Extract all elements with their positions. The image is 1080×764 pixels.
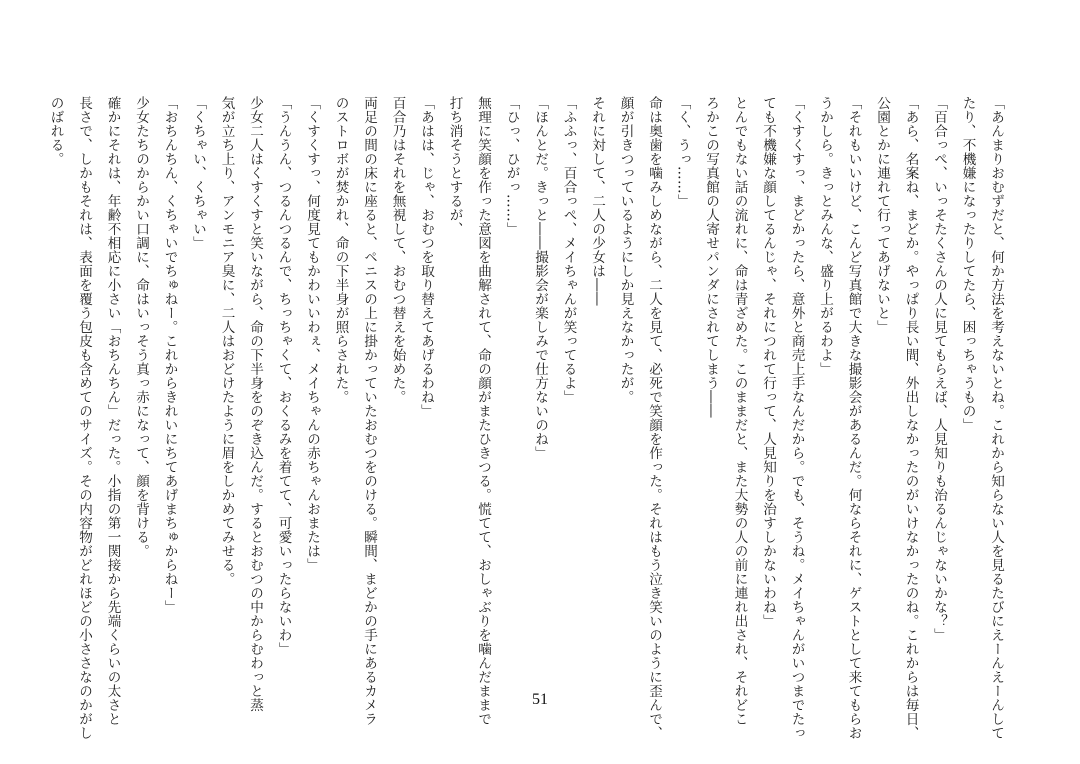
text-line: 長さで、しかもそれは、表面を覆う包皮も含めてのサイズ。その内容物がどれほどの小ささなのかがし bbox=[76, 96, 92, 740]
text-line: のばれる。 bbox=[47, 96, 64, 166]
text-line: 命は奥歯を噛みしめながら、二人を見て、必死で笑顔を作った。それはもう泣き笑いのように歪んで、 bbox=[646, 96, 662, 740]
text-line: 「あはは、じゃ、おむつを取り替えてあげるわね」 bbox=[418, 96, 434, 418]
text-line: たり、不機嫌になったりしてたら、困っちゃうもの」 bbox=[959, 96, 976, 432]
text-line: 「ひっ、ひがっ……」 bbox=[503, 96, 520, 236]
text-line: 「それもいいけど、こんど写真館で大きな撮影会があるんだ。何ならそれに、ゲストとして来てもらお bbox=[845, 96, 862, 740]
text-line: 「おちんちん、くちゃいでちゅねー。これからきれいにちてあげまちゅからねー」 bbox=[161, 96, 178, 614]
text-line: それに対して、二人の少女は―― bbox=[589, 96, 605, 306]
text-line: 「くちゃい、くちゃい」 bbox=[190, 96, 206, 250]
text-line: 「くすくすっ、何度見てもかわいいわぇ、メイちゃんの赤ちゃんおまたは」 bbox=[304, 96, 320, 572]
text-line: 「ほんとだ。きっと――撮影会が楽しみで仕方ないのね」 bbox=[532, 96, 548, 460]
text-line: 公園とかに連れて行ってあげないと」 bbox=[874, 96, 890, 334]
text-line: 顔が引きつっているようにしか見えなかったが。 bbox=[617, 96, 634, 404]
page-number: 51 bbox=[532, 691, 548, 708]
text-line: 確かにそれは、年齢不相応に小さい「おちんちん」だった。小指の第一関接から先端くらいの太さと bbox=[104, 96, 121, 726]
text-line: 「百合っぺ、いっそたくさんの人に見てもらえば、人見知りも治るんじゃないかな？」 bbox=[931, 96, 947, 642]
text-line: のストロボが焚かれ、命の下半身が照らされた。 bbox=[332, 96, 349, 404]
text-line: 少女二人はくすくすと笑いながら、命の下半身をのぞき込んだ。するとおむつの中からむわっと蒸 bbox=[247, 96, 263, 712]
text-line: 気が立ち上り、アンモニア臭に、二人はおどけたように眉をしかめてみせる。 bbox=[218, 96, 235, 586]
text-line: 「ふふっ、百合っぺ、メイちゃんが笑ってるよ」 bbox=[560, 96, 577, 404]
text-line: 打ち消そうとするが、 bbox=[446, 96, 463, 236]
text-line: 百合乃はそれを無視して、おむつ替えを始めた。 bbox=[389, 96, 406, 404]
text-line: 「うんうん、つるんつるんで、ちっちゃくて、おくるみを着てて、可愛いったらないわ」 bbox=[275, 96, 292, 656]
text-line: とんでもない話の流れに、命は青ざめた。このままだと、また大勢の人の前に連れ出され、それどこ bbox=[731, 96, 748, 726]
text-line: ても不機嫌な顔してるんじゃ、それにつれて行って、人見知りを治すしかないわね」 bbox=[760, 96, 776, 628]
text-line: ろかこの写真館の人寄せパンダにされてしまう―― bbox=[703, 96, 719, 418]
text-line: 「くすくすっ、まどかったら、意外と商売上手なんだから。でも、そうね。メイちゃんがいつまでたっ bbox=[788, 96, 805, 740]
text-line: 少女たちのからかい口調に、命はいっそう真っ赤になって、顔を背ける。 bbox=[133, 96, 149, 558]
text-line: 「あんまりおむずだと、何か方法を考えないとね。これから知らない人を見るたびにえーんえーんして bbox=[988, 96, 1004, 740]
text-line: 「あら、名案ね、まどか。やっぱり長い間、外出しなかったのがいけなかったのね。これからは毎日、 bbox=[902, 96, 919, 740]
text-line: 無理に笑顔を作った意図を曲解されて、命の顔がまたひきつる。慌てて、おしゃぶりを噛んだままで bbox=[475, 96, 491, 726]
text-line: 「く、うっ……」 bbox=[674, 96, 691, 208]
text-line: 両足の間の床に座ると、ペニスの上に掛かっていたおむつをのける。瞬間、まどかの手にあるカメラ bbox=[361, 96, 377, 726]
text-line: うかしら。きっとみんな、盛り上がるわよ」 bbox=[817, 96, 833, 376]
